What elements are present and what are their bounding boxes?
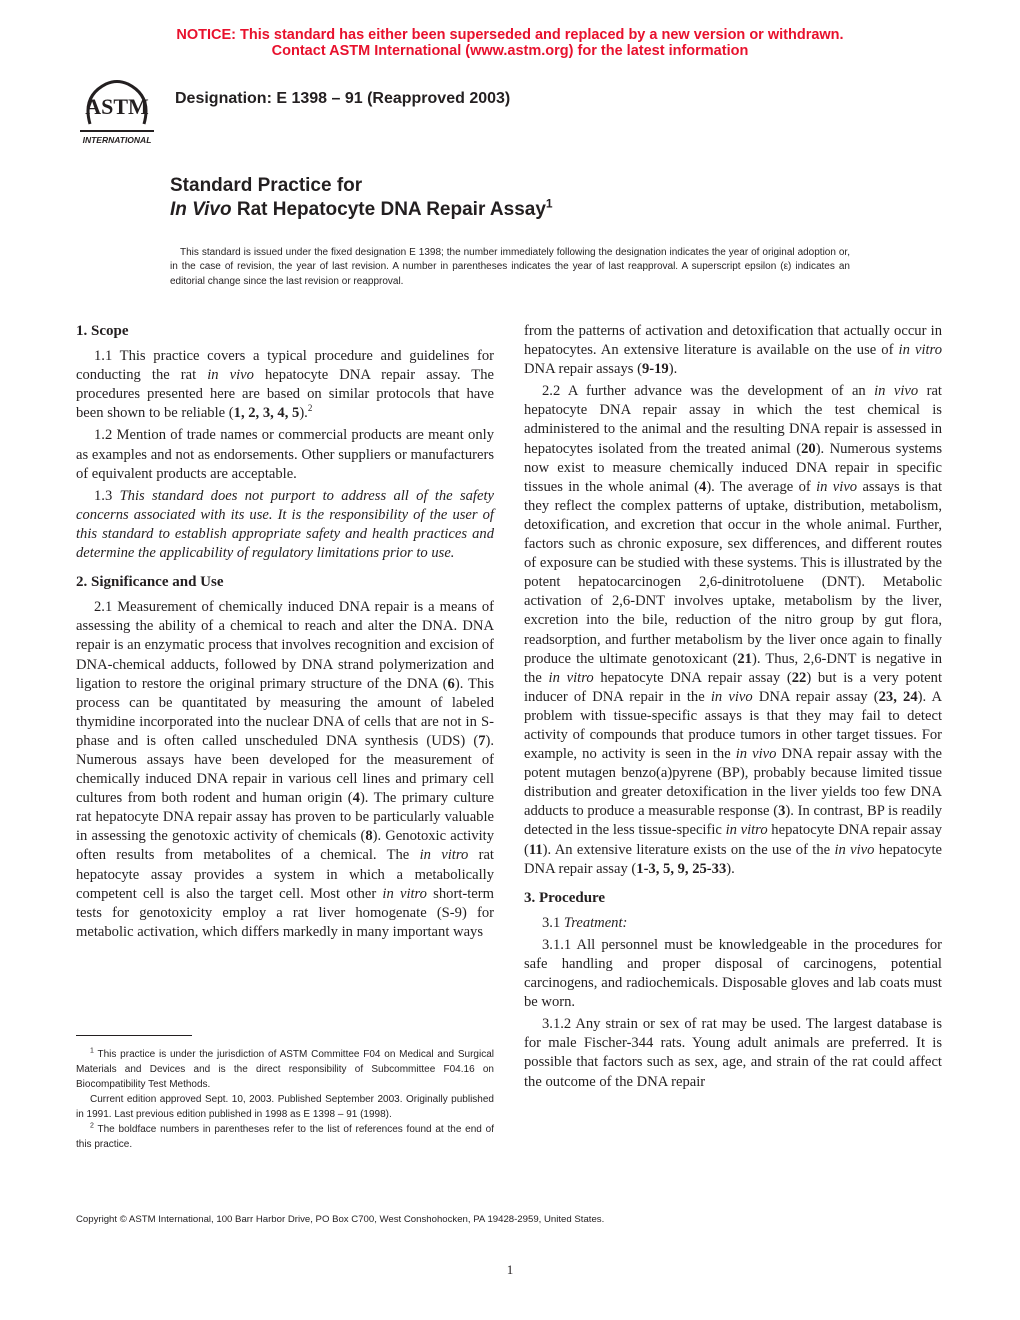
paragraph-1-2: 1.2 Mention of trade names or commercial products are meant only as examples and not as endorsements. Other suppliers or manufacturers of equivalent products are acceptable. xyxy=(76,427,494,482)
footnote-divider xyxy=(76,1035,192,1036)
designation: Designation: E 1398 – 91 (Reapproved 2003) xyxy=(175,90,511,107)
procedure-heading: 3. Procedure xyxy=(524,889,606,906)
left-column xyxy=(76,322,494,942)
logo-letters: ASTM xyxy=(85,94,149,119)
title-footnote-mark: 1 xyxy=(545,196,553,211)
logo-subtext: INTERNATIONAL xyxy=(82,135,152,145)
paragraph-2-2: 2.2 A further advance was the development of an in vivo rat hepatocyte DNA repair assay in which the test chemical is administered to the animal and the resulting DNA repair is assessed in hepatocytes isolated from the treated animal (20). Numerous systems now exist to measure chemically induced DNA repair in specific tissues in the whole animal (4). The average of in vivo assays is that they reflect the complex patterns of uptake, distribution, metabolism, detoxification, and excretion that occur in the whole animal. Further, factors such as chronic exposure, sex differences, and different routes of exposure can be studied with these systems. This is illustrated by the potent hepatocarcinogen 2,6-dinitrotoluene (DNT). Metabolic activation of 2,6-DNT involves uptake, metabolism by the liver, excretion into the bile, reduction of the nitro group by gut flora, readsorption, and further metabolism by the liver once again to finally produce the ultimate genotoxicant (21). Thus, 2,6-DNT is negative in the in vitro hepatocyte DNA repair assay (22) but is a very potent inducer of DNA repair in the in vivo DNA repair assay (23, 24). A problem with tissue-specific assays is that they may fail to detect activity of compounds that produce tumors in other target tissues. For example, no activity is seen in the in vivo DNA repair assay with the potent mutagen benzo(a)pyrene (BP), probably because limited tissue distribution and greater detoxification in the liver yields too few DNA adducts to produce a measurable response (3). In contrast, BP is readily detected in the less tissue-specific in vitro hepatocyte DNA repair assay (11). An extensive literature exists on the use of the in vivo hepatocyte DNA repair assay (1-3, 5, 9, 25-33). xyxy=(524,383,943,877)
title-italic: In Vivo xyxy=(170,199,232,220)
copyright-line: Copyright © ASTM International, 100 Barr Harbor Drive, PO Box C700, West Conshohocken, PA 19428-2959, United States. xyxy=(76,1214,605,1225)
footnote-1-edition: Current edition approved Sept. 10, 2003. Published September 2003. Originally published in 1991. Last previous edition published in 1998 as E 1398 – 91 (1998). xyxy=(76,1094,494,1120)
paragraph-2-1-continued: from the patterns of activation and detoxification that actually occur in hepatocytes. An extensive literature is available on the use of in vitro DNA repair assays (9-19). xyxy=(524,323,942,378)
footnote-1: $^1$ This practice is under the jurisdiction of ASTM Committee F04 on Medical and Surgical Materials and Devices and is the direct responsibility of Subcommittee F04.16 on Biocompatibility Test Methods. xyxy=(76,1047,494,1090)
paragraph-1-3: 1.3 This standard does not purport to address all of the safety concerns associated with its use. It is the responsibility of the user of this standard to establish appropriate safety and health practices and determine the applicability of regulatory limitations prior to use. xyxy=(76,487,494,562)
page-number: 1 xyxy=(506,1262,514,1277)
right-column xyxy=(524,322,942,1092)
paragraph-3-1-2: 3.1.2 Any strain or sex of rat may be used. The largest database is for male Fischer-344 rats. Young adult animals are preferred. It is possible that factors such as sex, age, and strain of the rat could affect the outcome of the DNA repair xyxy=(524,1016,942,1090)
notice-banner xyxy=(0,27,1020,59)
paragraph-3-1-1: 3.1.1 All personnel must be knowledgeable in the procedures for safe handling and proper disposal of carcinogens, potential carcinogens, and radiochemicals. Disposable gloves and lab coats must be worn. xyxy=(524,936,942,1011)
significance-heading: 2. Significance and Use xyxy=(76,574,224,591)
notice-line-1: NOTICE: This standard has either been superseded and replaced by a new version or withdrawn. xyxy=(176,27,844,43)
notice-line-2: Contact ASTM International (www.astm.org) for the latest information xyxy=(271,43,749,59)
title-rest: Rat Hepatocyte DNA Repair Assay xyxy=(231,199,546,220)
document-title xyxy=(170,174,553,222)
scope-heading: 1. Scope xyxy=(76,323,129,339)
footnotes xyxy=(76,1047,494,1152)
title-line-1: Standard Practice for xyxy=(170,175,363,196)
paragraph-2-1: 2.1 Measurement of chemically induced DNA repair is a means of assessing the ability of a chemical to reach and alter the DNA. DNA repair is an enzymatic process that involves recognition and excision of DNA-chemical adducts, followed by DNA strand polymerization and ligation to restore the original primary structure of the DNA (6). This process can be quantitated by measuring the amount of labeled thymidine incorporated into the nuclear DNA of cells that are not in S-phase and is often called unscheduled DNA synthesis (UDS) (7). Numerous assays have been developed for the measurement of chemically induced DNA repair in various cell lines and primary cell cultures from both rodent and human origin (4). The primary culture rat hepatocyte DNA repair assay has proven to be particularly valuable in assessing the genotoxic activity of chemicals (8). Genotoxic activity often results from metabolites of a chemical. The in vitro rat hepatocyte assay provides a system in which a metabolically competent cell is also the target cell. Most other in vitro short-term tests for genotoxicity employ a rat liver homogenate (S-9) for metabolic activation, which differs markedly in many important ways xyxy=(76,599,495,940)
preface-note: This standard is issued under the fixed designation E 1398; the number immediately following the designation indicates the year of original adoption or, in the case of revision, the year of last revision. A number in parentheses indicates the year of last reapproval. A superscript epsilon (ε) indicates an editorial change since the last revision or reapproval. xyxy=(170,247,850,287)
astm-logo-icon xyxy=(72,76,162,148)
footnote-2: $^2$ The boldface numbers in parentheses refer to the list of references found at the end of this practice. xyxy=(76,1122,494,1150)
title-line-2 xyxy=(170,198,553,222)
paragraph-3-1: 3.1 Treatment: xyxy=(542,914,628,931)
paragraph-1-1: 1.1 This practice covers a typical procedure and guidelines for conducting the rat in vivo hepatocyte DNA repair assay. The procedures presented here are based on similar protocols that have been shown to be reliable (1, 2, 3, 4, 5).$^2$ xyxy=(76,348,494,422)
